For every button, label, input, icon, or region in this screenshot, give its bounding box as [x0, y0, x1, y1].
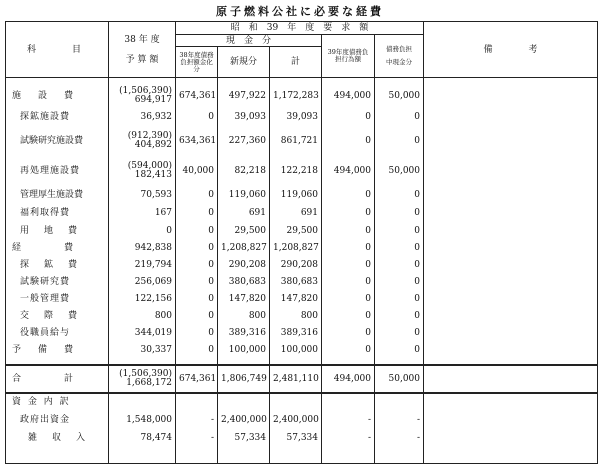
row-biko	[424, 186, 598, 204]
row-label: 福利取得費	[6, 204, 109, 222]
row-col-e: 0	[375, 108, 424, 126]
total-budget-38-value: 1,668,172	[126, 377, 172, 388]
total-col-d: 494,000	[322, 365, 375, 393]
row-budget-38	[109, 156, 176, 186]
total-col-c: 2,481,110	[270, 365, 322, 393]
header-kamoku: 科 目	[6, 22, 109, 78]
funding-row	[6, 429, 598, 447]
row-col-d: 0	[322, 240, 375, 257]
row-biko	[424, 274, 598, 291]
row-budget-38-paren: (1,506,390)	[119, 85, 172, 96]
table-row	[6, 257, 598, 274]
header-col-b: 新規分	[218, 47, 270, 78]
row-col-c: 39,093	[270, 108, 322, 126]
row-col-b: 82,218	[218, 156, 270, 186]
row-col-a: 634,361	[176, 126, 218, 156]
row-col-e: 0	[375, 291, 424, 308]
funding-col-e: -	[375, 429, 424, 447]
row-col-e: 50,000	[375, 156, 424, 186]
row-label: 再処理施設費	[6, 156, 109, 186]
total-col-b: 1,806,749	[218, 365, 270, 393]
row-col-d: 0	[322, 325, 375, 342]
header-col-c: 計	[270, 47, 322, 78]
row-col-c: 1,172,283	[270, 84, 322, 108]
funding-budget-38: 1,548,000	[109, 411, 176, 429]
row-col-b: 147,820	[218, 291, 270, 308]
row-col-e: 0	[375, 222, 424, 240]
table-row	[6, 156, 598, 186]
funding-col-e: -	[375, 411, 424, 429]
row-biko	[424, 108, 598, 126]
row-col-d: 0	[322, 222, 375, 240]
row-col-d: 0	[322, 186, 375, 204]
row-col-b: 1,208,827	[218, 240, 270, 257]
row-col-e: 50,000	[375, 84, 424, 108]
row-col-d: 0	[322, 108, 375, 126]
funding-col-c: 57,334	[270, 429, 322, 447]
row-col-a: 0	[176, 291, 218, 308]
expense-table	[5, 21, 598, 464]
row-label: 交 際 費	[6, 308, 109, 325]
row-col-d: 0	[322, 257, 375, 274]
row-col-b: 100,000	[218, 342, 270, 359]
total-row	[6, 365, 598, 393]
table-row	[6, 240, 598, 257]
row-budget-38-value: 942,838	[109, 240, 176, 257]
row-label: 施 設 費	[6, 84, 109, 108]
table-row	[6, 308, 598, 325]
header-col-e	[375, 35, 424, 78]
row-col-d: 0	[322, 291, 375, 308]
row-col-d: 494,000	[322, 156, 375, 186]
table-row	[6, 291, 598, 308]
row-col-a: 0	[176, 240, 218, 257]
header-col-e-bottom: 中現金分	[386, 58, 412, 66]
row-col-d: 494,000	[322, 84, 375, 108]
row-col-c: 290,208	[270, 257, 322, 274]
row-col-e: 0	[375, 126, 424, 156]
total-label: 合 計	[6, 365, 109, 393]
row-budget-38-value: 70,593	[109, 186, 176, 204]
row-col-e: 0	[375, 240, 424, 257]
row-col-a: 0	[176, 274, 218, 291]
row-budget-38-value: 122,156	[109, 291, 176, 308]
header-col-d: 39年度債務負担行為額	[322, 35, 375, 78]
row-label: 予 備 費	[6, 342, 109, 359]
row-col-e: 0	[375, 204, 424, 222]
row-col-d: 0	[322, 308, 375, 325]
funding-label: 政府出資金	[6, 411, 109, 429]
row-budget-38	[109, 126, 176, 156]
table-row	[6, 274, 598, 291]
row-col-d: 0	[322, 342, 375, 359]
total-biko	[424, 365, 598, 393]
funding-col-b: 2,400,000	[218, 411, 270, 429]
row-col-a: 0	[176, 108, 218, 126]
row-biko	[424, 156, 598, 186]
funding-header: 資 金 内 訳	[6, 393, 109, 411]
row-biko	[424, 204, 598, 222]
row-col-a: 0	[176, 257, 218, 274]
row-col-b: 691	[218, 204, 270, 222]
row-label: 試験研究費	[6, 274, 109, 291]
header-genkin-bun: 現 金 分	[176, 35, 322, 47]
row-label: 役職員給与	[6, 325, 109, 342]
page-title: 原子燃料公社に必要な経費	[216, 5, 384, 18]
row-col-c: 119,060	[270, 186, 322, 204]
row-col-a: 674,361	[176, 84, 218, 108]
row-col-b: 119,060	[218, 186, 270, 204]
row-col-b: 380,683	[218, 274, 270, 291]
total-col-a: 674,361	[176, 365, 218, 393]
row-budget-38-value: 182,413	[134, 169, 172, 180]
header-col-e-top: 債務負担	[386, 45, 412, 53]
row-col-b: 39,093	[218, 108, 270, 126]
row-col-e: 0	[375, 342, 424, 359]
row-col-d: 0	[322, 204, 375, 222]
row-budget-38-value: 256,069	[109, 274, 176, 291]
row-label: 探 鉱 費	[6, 257, 109, 274]
table-row	[6, 204, 598, 222]
row-col-b: 389,316	[218, 325, 270, 342]
row-col-a: 0	[176, 308, 218, 325]
total-budget-38-paren: (1,506,390)	[119, 368, 172, 379]
table-row	[6, 222, 598, 240]
row-col-a: 0	[176, 204, 218, 222]
funding-biko	[424, 429, 598, 447]
row-biko	[424, 126, 598, 156]
row-col-a: 40,000	[176, 156, 218, 186]
row-col-c: 800	[270, 308, 322, 325]
row-biko	[424, 291, 598, 308]
row-col-e: 0	[375, 257, 424, 274]
row-label: 管理厚生施設費	[6, 186, 109, 204]
row-budget-38-value: 404,892	[134, 139, 172, 150]
funding-biko	[424, 411, 598, 429]
row-col-b: 800	[218, 308, 270, 325]
header-showa-39: 昭 和 39 年 度 要 求 額	[176, 22, 424, 35]
row-budget-38-value: 800	[109, 308, 176, 325]
header-biko: 備 考	[424, 22, 598, 78]
total-col-e: 50,000	[375, 365, 424, 393]
header-budget-38	[109, 22, 176, 78]
row-col-c: 147,820	[270, 291, 322, 308]
row-col-d: 0	[322, 274, 375, 291]
row-col-d: 0	[322, 126, 375, 156]
row-col-a: 0	[176, 325, 218, 342]
header-col-a: 38年度債務負担額金化分	[176, 47, 218, 78]
funding-header-row	[6, 393, 598, 411]
funding-label: 雑 収 入	[6, 429, 109, 447]
row-col-e: 0	[375, 325, 424, 342]
funding-col-a: -	[176, 429, 218, 447]
row-col-b: 290,208	[218, 257, 270, 274]
table-row	[6, 325, 598, 342]
row-biko	[424, 222, 598, 240]
table-row	[6, 342, 598, 359]
row-col-a: 0	[176, 186, 218, 204]
funding-col-b: 57,334	[218, 429, 270, 447]
row-budget-38-value: 219,794	[109, 257, 176, 274]
row-col-e: 0	[375, 308, 424, 325]
row-biko	[424, 325, 598, 342]
row-budget-38-paren: (594,000)	[127, 160, 172, 171]
row-budget-38-value: 30,337	[109, 342, 176, 359]
row-budget-38-value: 694,917	[134, 94, 172, 105]
row-col-c: 380,683	[270, 274, 322, 291]
row-biko	[424, 257, 598, 274]
row-label: 探鉱施設費	[6, 108, 109, 126]
row-col-b: 497,922	[218, 84, 270, 108]
funding-budget-38: 78,474	[109, 429, 176, 447]
row-label: 経 費	[6, 240, 109, 257]
row-col-c: 389,316	[270, 325, 322, 342]
table-row	[6, 126, 598, 156]
row-budget-38	[109, 84, 176, 108]
header-budget-38-bottom: 予 算 額	[125, 54, 159, 65]
row-label: 一般管理費	[6, 291, 109, 308]
row-biko	[424, 84, 598, 108]
row-col-c: 861,721	[270, 126, 322, 156]
row-col-e: 0	[375, 186, 424, 204]
table-row	[6, 186, 598, 204]
row-biko	[424, 308, 598, 325]
row-label: 用 地 費	[6, 222, 109, 240]
row-col-b: 29,500	[218, 222, 270, 240]
funding-col-c: 2,400,000	[270, 411, 322, 429]
total-budget-38	[109, 365, 176, 393]
table-row	[6, 84, 598, 108]
row-biko	[424, 342, 598, 359]
funding-col-a: -	[176, 411, 218, 429]
row-biko	[424, 240, 598, 257]
funding-col-d: -	[322, 429, 375, 447]
row-col-c: 29,500	[270, 222, 322, 240]
funding-row	[6, 411, 598, 429]
row-col-e: 0	[375, 274, 424, 291]
header-budget-38-top: 38 年 度	[124, 34, 160, 45]
row-col-c: 1,208,827	[270, 240, 322, 257]
row-col-c: 122,218	[270, 156, 322, 186]
row-col-a: 0	[176, 222, 218, 240]
row-col-a: 0	[176, 342, 218, 359]
row-col-c: 100,000	[270, 342, 322, 359]
row-budget-38-value: 0	[109, 222, 176, 240]
funding-col-d: -	[322, 411, 375, 429]
row-label: 試験研究施設費	[6, 126, 109, 156]
row-col-c: 691	[270, 204, 322, 222]
row-budget-38-value: 167	[109, 204, 176, 222]
row-budget-38-value: 36,932	[109, 108, 176, 126]
table-row	[6, 108, 598, 126]
row-col-b: 227,360	[218, 126, 270, 156]
row-budget-38-value: 344,019	[109, 325, 176, 342]
expense-table-container	[5, 21, 597, 464]
row-budget-38-paren: (912,390)	[127, 130, 172, 141]
